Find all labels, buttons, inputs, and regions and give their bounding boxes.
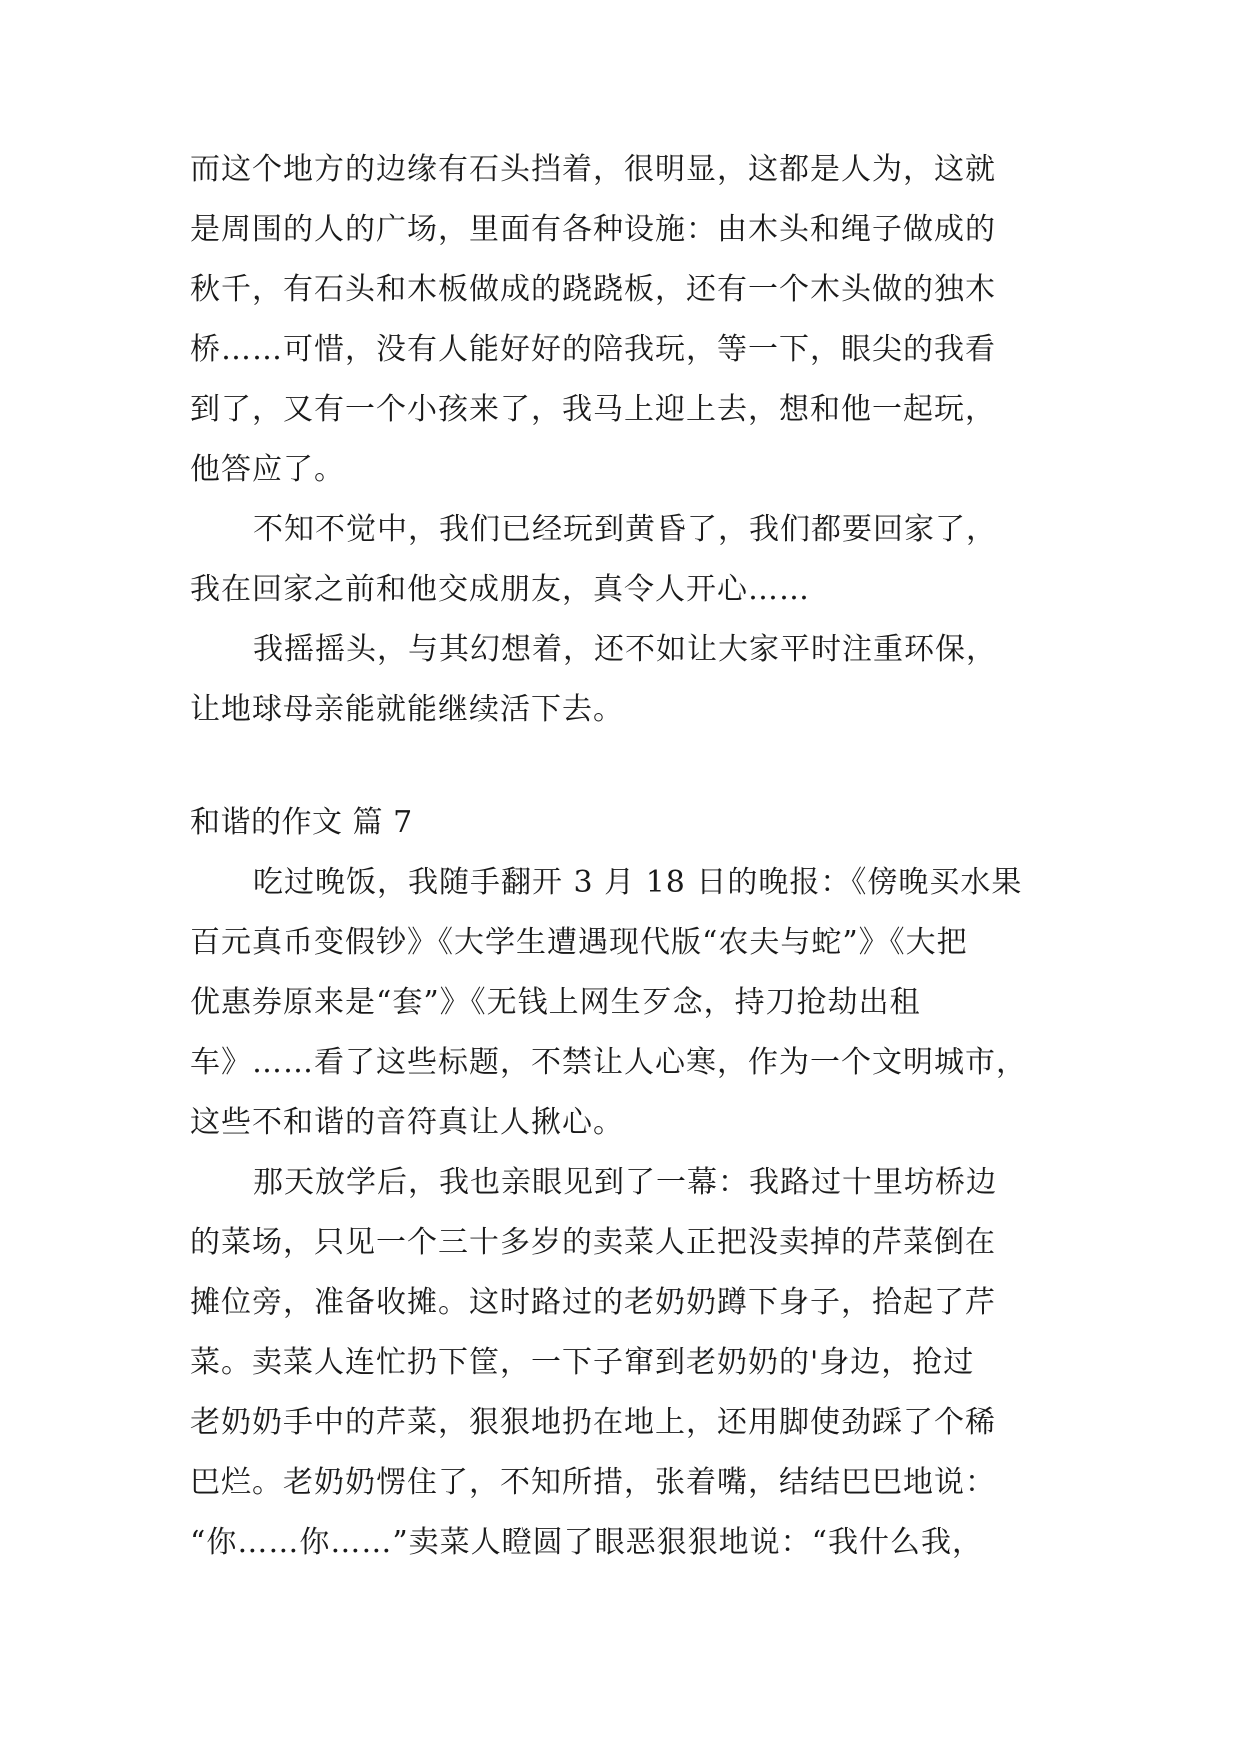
paragraph-line: 让地球母亲能就能继续活下去。 — [190, 692, 624, 727]
paragraph-line: 摊位旁，准备收摊。这时路过的老奶奶蹲下身子，拾起了芹 — [190, 1285, 996, 1320]
paragraph-line: 而这个地方的边缘有石头挡着，很明显，这都是人为，这就 — [190, 152, 996, 187]
paragraph-line: “你……你……”卖菜人瞪圆了眼恶狠狠地说：“我什么我， — [190, 1525, 984, 1560]
paragraph-line: 我摇摇头，与其幻想着，还不如让大家平时注重环保， — [253, 632, 997, 667]
paragraph-line: 是周围的人的广场，里面有各种设施：由木头和绳子做成的 — [190, 212, 996, 247]
paragraph-line: 那天放学后，我也亲眼见到了一幕：我路过十里坊桥边 — [253, 1165, 997, 1200]
paragraph-line: 车》……看了这些标题，不禁让人心寒，作为一个文明城市， — [190, 1045, 1027, 1080]
paragraph-line: 优惠券原来是“套”》《无钱上网生歹念，持刀抢劫出租 — [190, 985, 921, 1020]
paragraph-line: 我在回家之前和他交成朋友，真令人开心…… — [190, 572, 810, 607]
paragraph-line: 吃过晚饭，我随手翻开 3 月 18 日的晚报：《傍晚买水果 — [253, 865, 1023, 900]
paragraph-line: 秋千，有石头和木板做成的跷跷板，还有一个木头做的独木 — [190, 272, 996, 307]
paragraph-line: 不知不觉中，我们已经玩到黄昏了，我们都要回家了， — [253, 512, 997, 547]
paragraph-line: 到了，又有一个小孩来了，我马上迎上去，想和他一起玩， — [190, 392, 996, 427]
paragraph-line: 桥……可惜，没有人能好好的陪我玩，等一下，眼尖的我看 — [190, 332, 996, 367]
section-heading: 和谐的作文 篇 7 — [190, 805, 413, 840]
paragraph-line: 老奶奶手中的芹菜，狠狠地扔在地上，还用脚使劲踩了个稀 — [190, 1405, 996, 1440]
paragraph-line: 这些不和谐的音符真让人揪心。 — [190, 1105, 624, 1140]
paragraph-line: 的菜场，只见一个三十多岁的卖菜人正把没卖掉的芹菜倒在 — [190, 1225, 996, 1260]
paragraph-line: 百元真币变假钞》《大学生遭遇现代版“农夫与蛇”》《大把 — [190, 925, 968, 960]
paragraph-line: 菜。卖菜人连忙扔下筐，一下子窜到老奶奶的'身边，抢过 — [190, 1345, 975, 1380]
paragraph-line: 巴烂。老奶奶愣住了，不知所措，张着嘴，结结巴巴地说： — [190, 1465, 996, 1500]
paragraph-line: 他答应了。 — [190, 452, 345, 487]
